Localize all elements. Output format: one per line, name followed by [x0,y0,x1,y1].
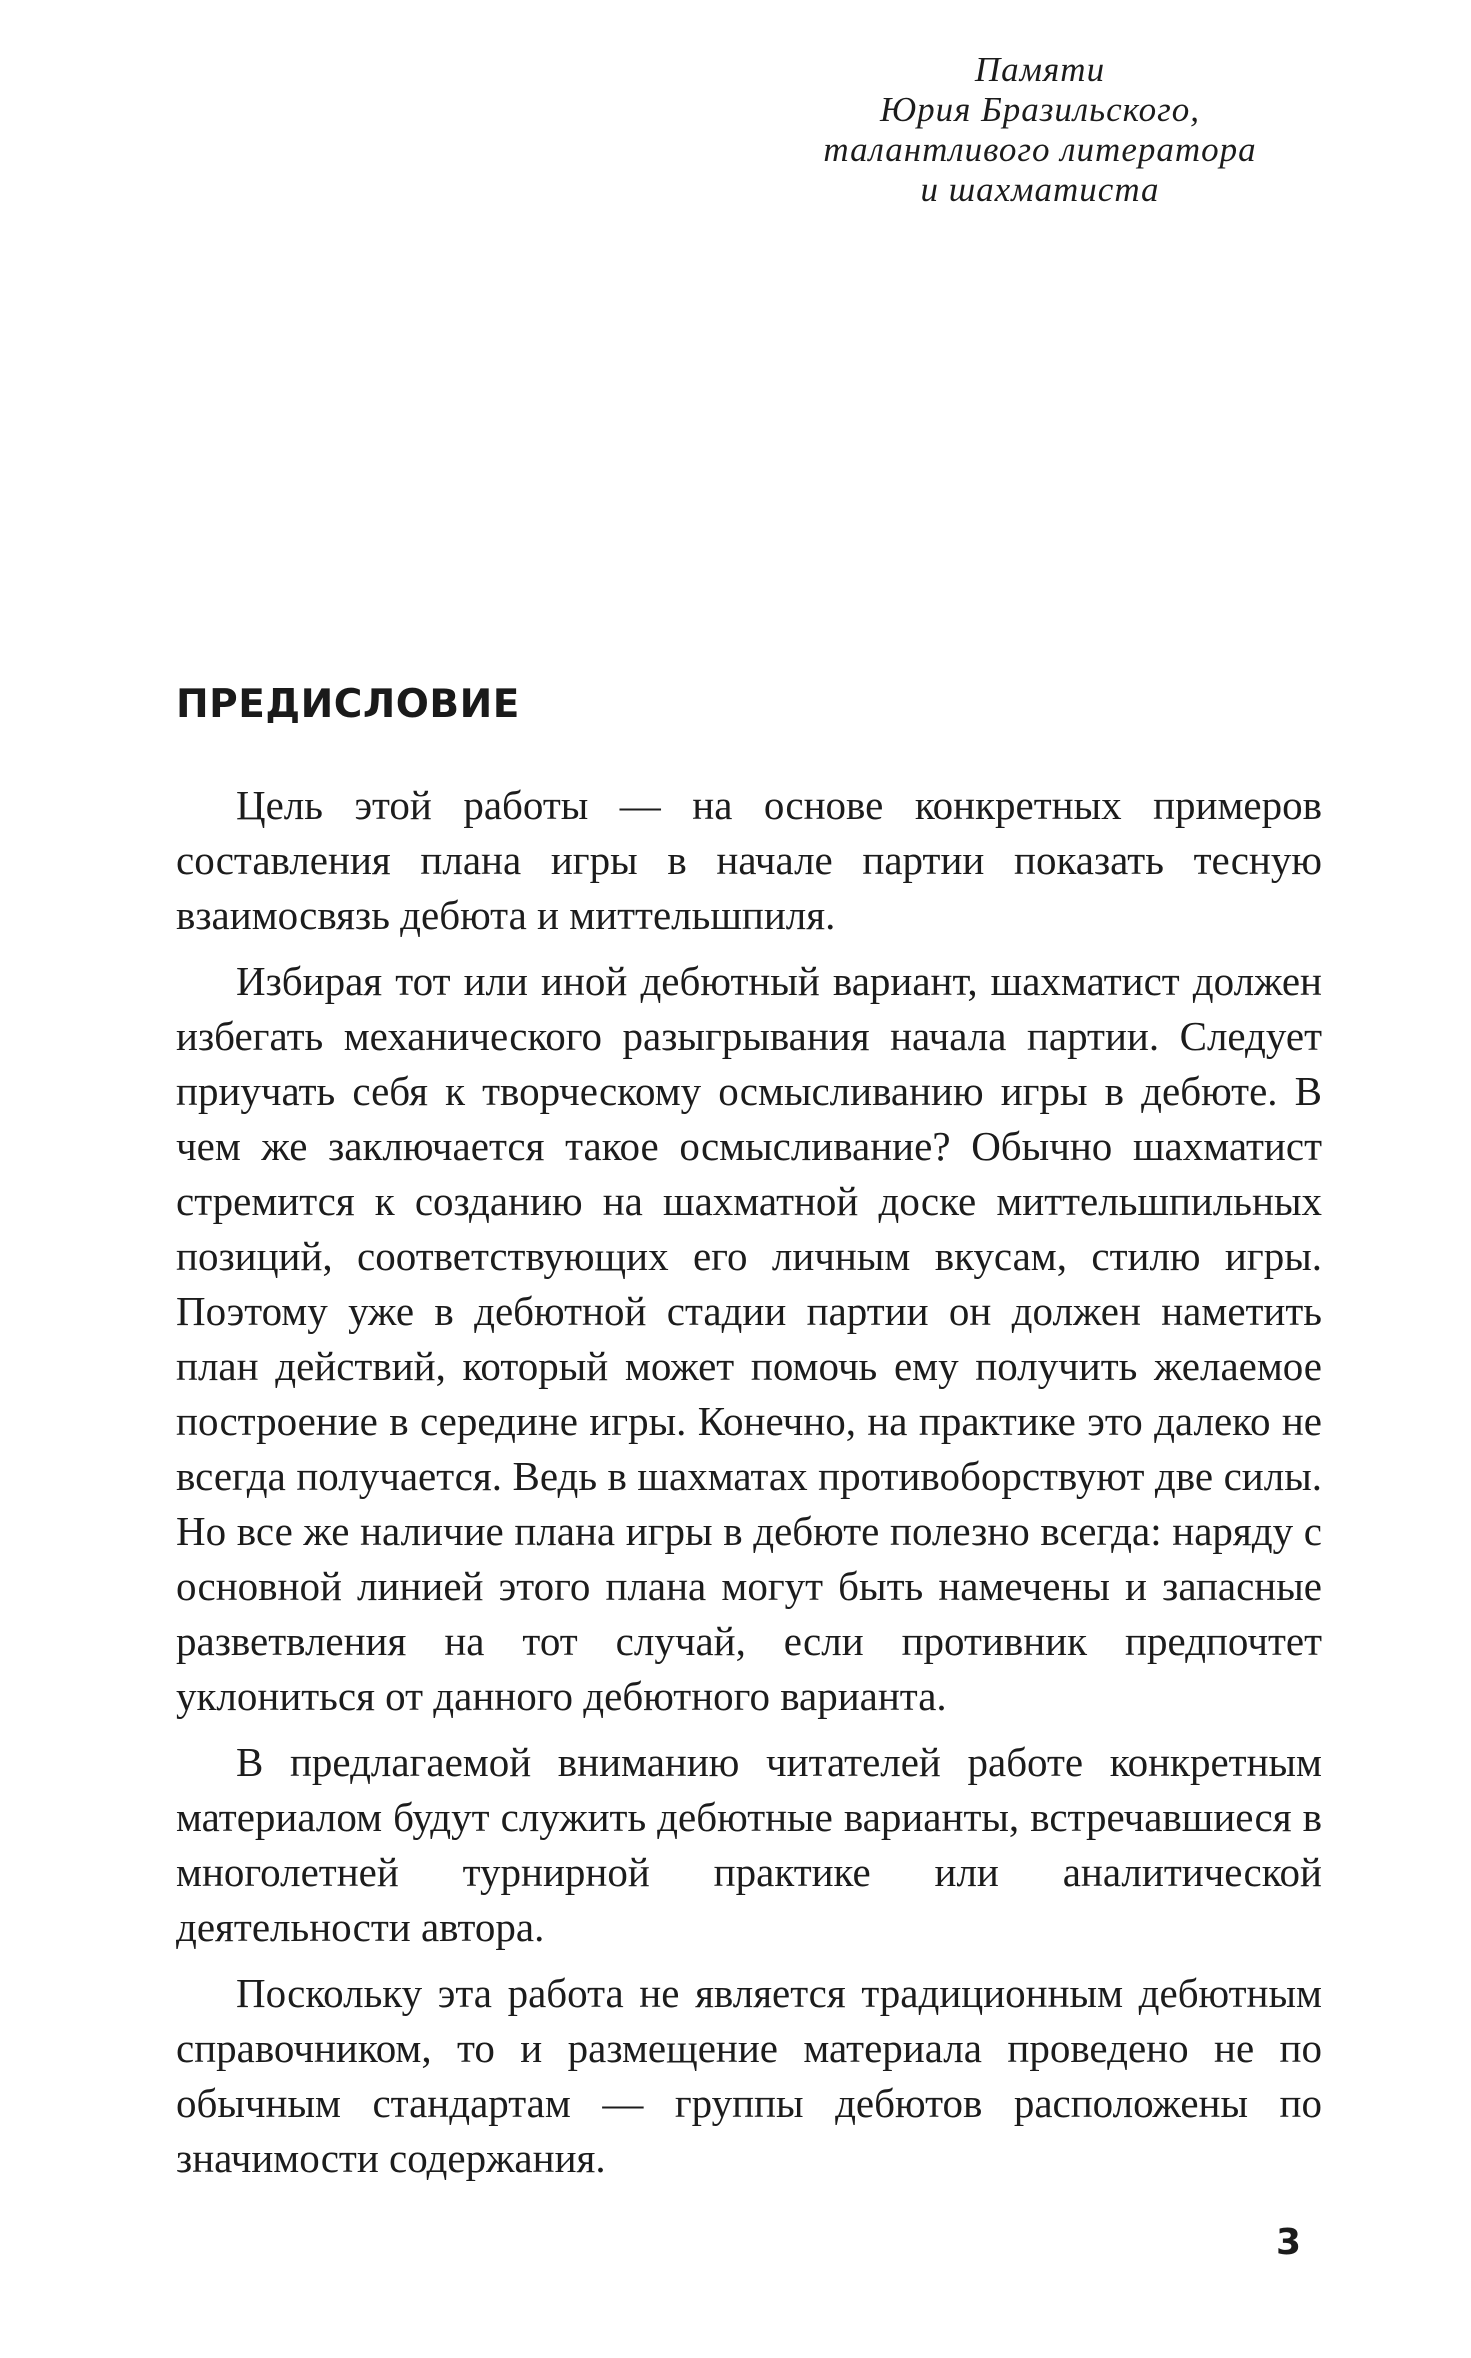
dedication-line: Памяти [974,50,1106,89]
dedication-line: талантливого литератора [823,130,1257,169]
dedication-line: и шахматиста [920,170,1160,209]
paragraph: Избирая тот или иной дебютный вариант, шахматист должен избегать механического разыгрывания начала партии. Следует приучать себя к творческому осмысливанию игры в дебюте. В чем же заключается такое осмысливание? Обычно шахматист стремится к созданию на шахматной доске миттельшпильных позиций, соответствующих его личным вкусам, стилю игры. Поэтому уже в дебютной стадии партии он должен наметить план действий, который может помочь ему получить желаемое построение в середине игры. Конечно, на практике это далеко не всегда получается. Ведь в шахматах противоборствуют две силы. Но все же наличие плана игры в дебюте полезно всегда: наряду с основной линией этого плана могут быть намечены и запасные разветвления на тот случай, если противник предпочтет уклониться от данного дебютного варианта. [176,958,1322,1719]
paragraph: Поскольку эта работа не является традиционным дебютным справочником, то и размещение материала проведено не по обычным стандартам — группы дебютов расположены по значимости содержания. [176,1970,1322,2181]
paragraph: В предлагаемой вниманию читателей работе конкретным материалом будут служить дебютные варианты, встречавшиеся в многолетней турнирной практике или аналитической деятельности автора. [176,1739,1322,1950]
dedication-line: Юрия Бразильского, [879,90,1201,129]
paragraph: Цель этой работы — на основе конкретных примеров составления плана игры в начале партии показать тесную взаимосвязь дебюта и миттельшпиля. [176,782,1322,938]
body-text [176,778,1322,2197]
page-number: 3 [1276,2222,1302,2263]
section-heading: ПРЕДИСЛОВИЕ [176,682,520,727]
dedication [790,50,1290,210]
